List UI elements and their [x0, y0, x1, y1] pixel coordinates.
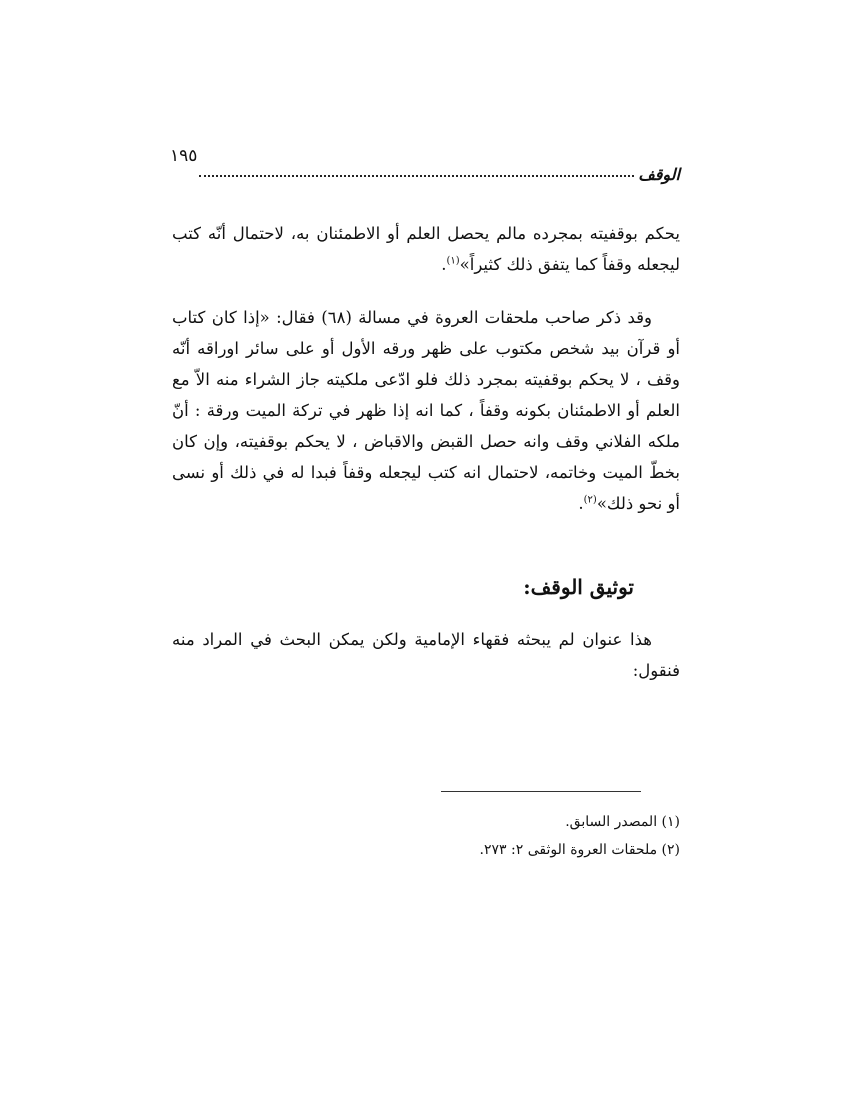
paragraph-2 — [172, 302, 680, 519]
footnote-separator — [441, 791, 641, 792]
paragraph-2-tail: . — [578, 494, 584, 513]
page-number: ١٩٥ — [170, 146, 198, 166]
paragraph-3-text: هذا عنوان لم يبحثه فقهاء الإمامية ولكن يمكن البحث في المراد منه فنقول: — [172, 630, 680, 680]
header-dotted-leader — [199, 175, 634, 177]
paragraph-2-text: وقد ذكر صاحب ملحقات العروة في مسالة (٦٨) فقال: «إذا كان كتاب أو قرآن بيد شخص مكتوب على ظهر ورقه الأول أو على سائر اوراقه أنّه وقف ، لا يحكم بوقفيته بمجرد ذلك فلو ادّعى ملكيته جاز الشراء منه الاّ مع العلم أو الاطمئنان بكونه وقفاً ، كما انه إذا ظهر في تركة الميت ورقة : أنّ ملكه الفلاني وقف وانه حصل القبض والاقباض ، لا يحكم بوقفيته، وإن كان بخطّ الميت وخاتمه، لاحتمال انه كتب ليجعله وقفاً فبدا له في ذلك أو نسى أو نحو ذلك» — [172, 308, 680, 513]
footnotes — [300, 808, 680, 864]
footnote-marker-2: (٢) — [583, 494, 597, 506]
paragraph-3 — [172, 624, 680, 686]
footnote-2: (٢) ملحقات العروة الوثقى ٢: ٢٧٣. — [479, 842, 680, 858]
paragraph-1-text: يحكم بوقفيته بمجرده مالم يحصل العلم أو الاطمئنان به، لاحتمال أنّه كتب ليجعله وقفاً كما يتفق ذلك كثيراً» — [172, 224, 680, 274]
paragraph-1-tail: . — [441, 255, 447, 274]
footnote-marker-1: (١) — [446, 255, 460, 267]
paragraph-1 — [172, 218, 680, 280]
section-heading: توثيق الوقف: — [523, 575, 634, 599]
running-header-title: الوقف — [638, 165, 680, 184]
running-header — [170, 146, 680, 184]
footnote-1: (١) المصدر السابق. — [565, 814, 680, 830]
